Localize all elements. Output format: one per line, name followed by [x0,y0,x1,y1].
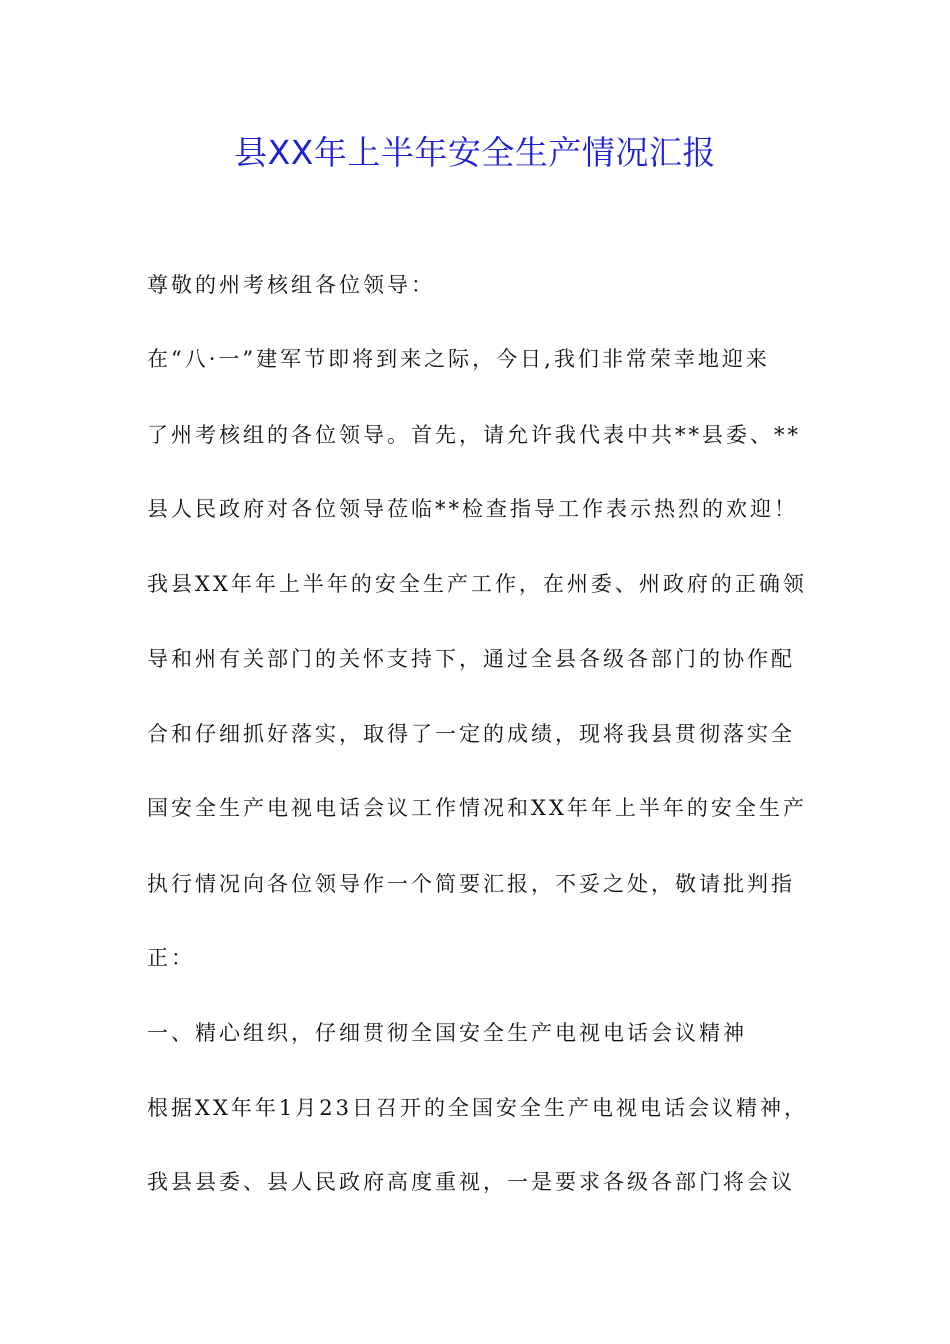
body-line: 在“八·一”建军节即将到来之际，今日,我们非常荣幸地迎来 [147,347,770,371]
body-line: 县人民政府对各位领导莅临**检查指导工作表示热烈的欢迎！ [147,497,798,521]
salutation-line: 尊敬的州考核组各位领导： [147,273,435,297]
body-line: 合和仔细抓好落实，取得了一定的成绩，现将我县贯彻落实全 [147,722,795,746]
body-line: 执行情况向各位领导作一个简要汇报，不妥之处，敬请批判指 [147,872,795,896]
body-line: 了州考核组的各位领导。首先，请允许我代表中共**县委、** [147,423,801,447]
body-line: 正： [147,946,195,970]
body-line: 导和州有关部门的关怀支持下，通过全县各级各部门的协作配 [147,647,795,671]
section-heading: 一、精心组织，仔细贯彻全国安全生产电视电话会议精神 [147,1021,747,1045]
body-line: 国安全生产电视电话会议工作情况和XX年年上半年的安全生产 [147,796,807,820]
document-title: 县XX年上半年安全生产情况汇报 [234,133,716,172]
body-line: 我县县委、县人民政府高度重视，一是要求各级各部门将会议 [147,1170,795,1194]
body-line: 我县XX年年上半年的安全生产工作，在州委、州政府的正确领 [147,572,807,596]
body-line: 根据XX年年1月23日召开的全国安全生产电视电话会议精神， [147,1096,808,1120]
